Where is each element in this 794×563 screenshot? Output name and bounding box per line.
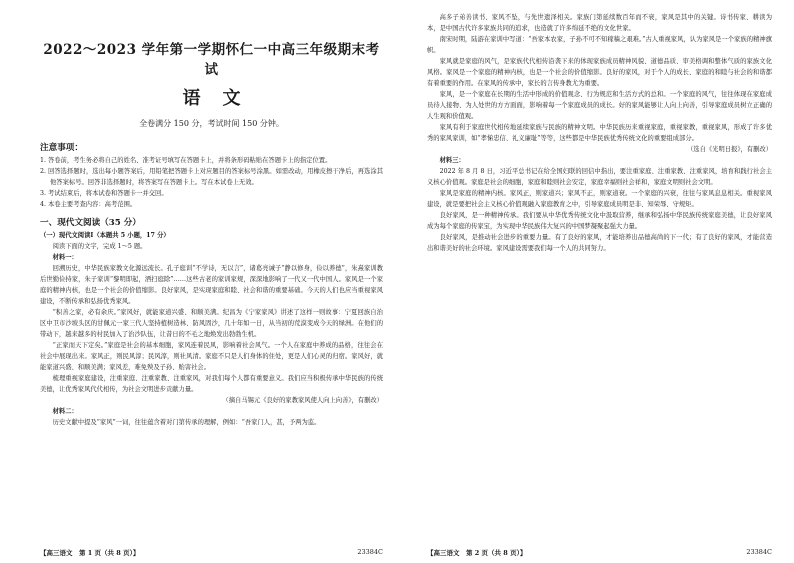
material3-label: 材料三： bbox=[439, 157, 465, 164]
material2-paragraph: 家风就是家庭的风气，是家族代代相传沿袭下来的体现家族成员精神风貌、道德品质、审美格调和整体气质的家族文化风格。家风是一个家庭的精神内核，也是一个社会的价值缩影。良好的家风，对于个人的成长、家庭的和睦与社会的和谐都有着重要的作用。在家风的传承中，家长的言传身教尤为重要。 bbox=[427, 58, 772, 87]
material1-paragraph: 梳理重视家庭建设，注重家庭、注重家教、注重家风，对我们每个人都有重要意义。我们应当积极传承中华民族的传统美德，让优秀家风代代相传，为社会文明进步贡献力量。 bbox=[40, 375, 383, 393]
notes-heading: 注意事项： bbox=[40, 143, 83, 153]
footer-page-label: 【高三语文 第 1 页（共 8 页）】 bbox=[40, 549, 140, 557]
section-heading: 一、现代文阅读（35 分） bbox=[40, 218, 141, 228]
material3-paragraph: 2022 年 8 月 8 日，习近平总书记在给全国妇联的回信中指出，要注重家庭、注重家教、注重家风，培育和践行社会主义核心价值观。家庭是社会的细胞，家庭和睦则社会安定，家庭幸福则社会祥和，家庭文明则社会文明。 bbox=[427, 168, 772, 186]
sub-heading: （一）现代文阅读Ⅰ（本题共 5 小题，17 分） bbox=[40, 232, 170, 239]
material2-paragraph: 家风有利于家庭世代相传地延续家族与民族的精神文明。中华民族历来重视家庭，重视家教，重视家风，形成了许多优秀的家风家训，如“孝悌忠信、礼义廉耻”等等，这些都是中华民族优秀传统文化的重要组成部分。 bbox=[427, 124, 772, 142]
note-item: 3. 考试结束后，将本试卷和答题卡一并交回。 bbox=[40, 190, 168, 197]
page-footer-right bbox=[427, 548, 772, 557]
material1-paragraph: 回溯历史，中华民族家教文化源远流长。孔子庭训“不学诗，无以言”，诸葛亮诫子“静以修身，俭以养德”，朱熹家训教后世勤俭持家，朱子家训“黎明即起，洒扫庭除”……这些古老的家训家规，深深地影响了一代又一代中国人。家风是一个家庭的精神内核，也是一个社会的价值缩影。良好家风，是实现家庭和睦、社会和谐的重要基础。今天的人们也应当重视家风建设，不断传承和弘扬优秀家风。 bbox=[40, 265, 383, 305]
note-item: 1. 答卷前，考生务必将自己的姓名、准考证号填写在答题卡上，并将条形码粘贴在答题卡上的指定位置。 bbox=[40, 157, 332, 164]
footer-code: 23384C bbox=[746, 548, 772, 556]
material2-paragraph: 高多子弟善读书、家风不坠，与先世遗泽相关。家族门第延续数百年而不衰，家风是其中的关键。诗书传家、耕读为本，是中国古代许多家族共同的追求，也造就了许多绵延不绝的文化世家。 bbox=[427, 14, 772, 32]
instruction: 阅读下面的文字，完成 1～5 题。 bbox=[52, 243, 147, 250]
material2-paragraph: 南宋时期，陆游在家训中写道：“吾家本农家，子孙不可不知稼穑之艰难。”古人重视家风，认为家风是一个家族的精神旗帜。 bbox=[427, 36, 772, 54]
material2-paragraph: 家风，是一个家庭在长期的生活中形成的价值观念、行为规范和生活方式的总和。一个家庭的风气，往往体现在家庭成员待人接物、为人处世的方方面面，影响着每一个家庭成员的成长。好的家风能够让人向上向善，引导家庭成员树立正确的人生观和价值观。 bbox=[427, 91, 772, 120]
material3-paragraph: 良好家风，是一种精神传承。我们要从中华优秀传统文化中汲取营养，继承和弘扬中华民族传统家庭美德，让良好家风成为每个家庭的传家宝，为实现中华民族伟大复兴的中国梦凝聚起强大力量。 bbox=[427, 212, 772, 230]
footer-page-label: 【高三语文 第 2 页（共 8 页）】 bbox=[427, 549, 527, 557]
page-right bbox=[397, 0, 794, 563]
material1-paragraph: “正家而天下定矣。”家庭是社会的基本细胞，家风连着民风，影响着社会风气。一个人在家庭中养成的品格，往往会在社会中展现出来。家风正，则民风淳；民风淳，则社风清。家庭不只是人们身体的住处，更是人们心灵的归宿。家风好，就能家道兴盛、和顺美满；家风差，难免殃及子孙、贻害社会。 bbox=[40, 342, 383, 371]
page-footer-left bbox=[40, 548, 383, 557]
subject-title: 语文 bbox=[182, 88, 263, 109]
material2-paragraph: 历史文献中提及“家风”一词，往往蕴含着对门第传承的理解，例如：“吾家门人，甚，予两为监。 bbox=[52, 419, 321, 426]
note-item: 2. 回答选择题时，选出每小题答案后，用铅笔把答题卡上对应题目的答案标号涂黑。如需改动，用橡皮擦干净后，再选涂其他答案标号。回答非选择题时，将答案写在答题卡上。写在本试卷上无效。 bbox=[40, 168, 383, 186]
exam-title: 2022～2023 学年第一学期怀仁一中高三年级期末考试 bbox=[43, 42, 380, 78]
material1-paragraph: “积善之家，必有余庆。”家风好，就能家道兴盛、和顺美满。纪昌为《宁家家风》讲述了这样一则故事：宁夏回族自治区中卫市沙坡头区的甘佩元一家三代人坚持植树造林、防风固沙，几十年如一日，从当初的荒漠变成今天的绿洲。在他们的带动下，越来越多的村民加入了治沙队伍，让昔日的不毛之地焕发出勃勃生机。 bbox=[40, 309, 383, 338]
material1-source: （摘自马锡元《良好的家教家风使人向上向善》，有删改） bbox=[222, 397, 383, 404]
material3-paragraph: 家风是家庭的精神内核。家风正，则家道兴；家风不正，则家道衰。一个家庭的兴衰，往往与家风息息相关。重视家风建设，就是要把社会主义核心价值观融入家庭教育之中，引导家庭成员明是非、知荣辱、守规矩。 bbox=[427, 190, 772, 208]
footer-code: 23384C bbox=[357, 548, 383, 556]
score-line: 全卷满分 150 分，考试时间 150 分钟。 bbox=[139, 119, 284, 128]
material1-label: 材料一： bbox=[52, 254, 78, 261]
note-item: 4. 本卷主要考查内容：高考范围。 bbox=[40, 201, 137, 208]
material2-label: 材料二： bbox=[52, 408, 78, 415]
material3-paragraph: 良好家风，是推动社会进步的重要力量。有了良好的家风，才能培养出品德高尚的下一代；有了良好的家风，才能营造出和谐美好的社会环境。家风建设需要我们每一个人的共同努力。 bbox=[427, 234, 772, 252]
material2-source: （选自《光明日报》，有删改） bbox=[686, 146, 772, 153]
